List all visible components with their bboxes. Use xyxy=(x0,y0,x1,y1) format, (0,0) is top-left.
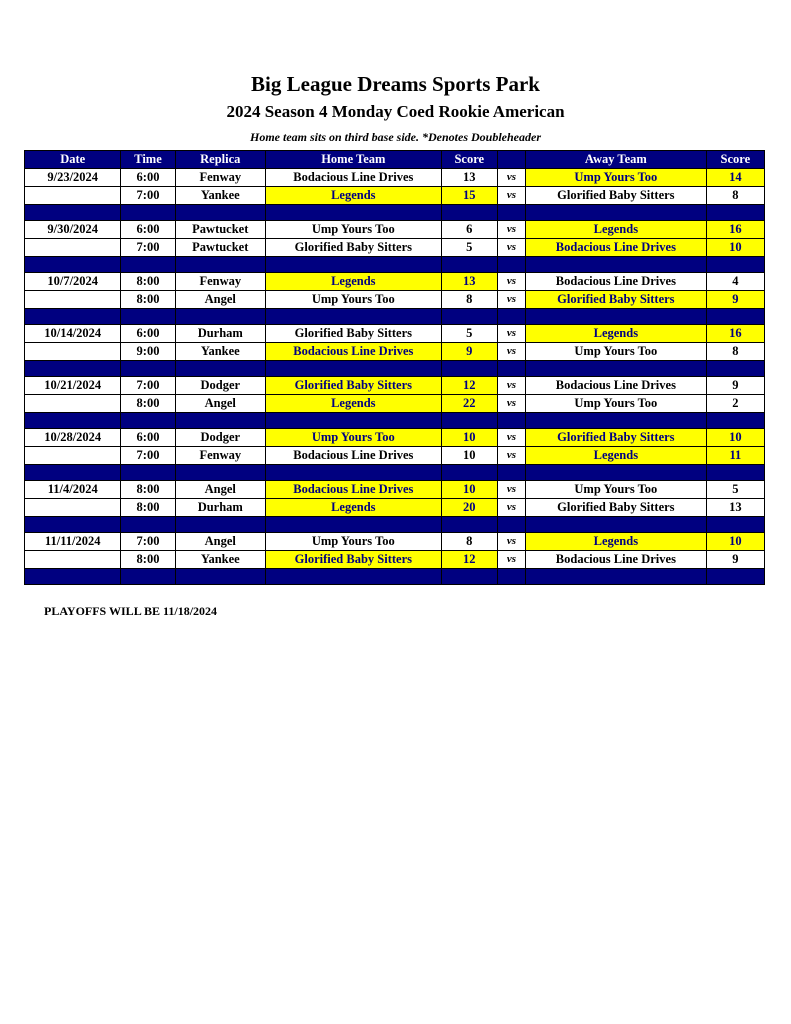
away-team: Bodacious Line Drives xyxy=(526,239,707,257)
away-score: 10 xyxy=(706,429,764,447)
separator-cell xyxy=(706,465,764,481)
game-field: Yankee xyxy=(175,343,265,361)
separator-cell xyxy=(121,205,175,221)
game-row xyxy=(25,533,765,551)
separator-cell xyxy=(706,309,764,325)
separator-cell xyxy=(706,205,764,221)
home-team: Bodacious Line Drives xyxy=(265,481,441,499)
separator-cell xyxy=(526,413,707,429)
playoffs-note: PLAYOFFS WILL BE 11/18/2024 xyxy=(44,604,218,618)
home-team: Glorified Baby Sitters xyxy=(265,239,441,257)
separator-cell xyxy=(497,465,525,481)
separator-cell xyxy=(526,361,707,377)
home-score: 20 xyxy=(441,499,497,517)
separator-cell xyxy=(265,309,441,325)
away-team: Legends xyxy=(526,325,707,343)
separator-cell xyxy=(25,309,121,325)
game-field: Dodger xyxy=(175,377,265,395)
game-date: 9/30/2024 xyxy=(25,221,121,239)
home-team: Legends xyxy=(265,395,441,413)
home-score: 10 xyxy=(441,481,497,499)
home-score: 22 xyxy=(441,395,497,413)
game-row xyxy=(25,429,765,447)
separator-cell xyxy=(121,257,175,273)
game-date xyxy=(25,499,121,517)
away-team: Ump Yours Too xyxy=(526,481,707,499)
separator-cell xyxy=(441,569,497,585)
game-field: Durham xyxy=(175,325,265,343)
away-score: 10 xyxy=(706,239,764,257)
separator-cell xyxy=(25,257,121,273)
col-home-team-header: Home Team xyxy=(265,151,441,169)
game-row xyxy=(25,291,765,309)
game-time: 7:00 xyxy=(121,377,175,395)
vs-label: vs xyxy=(497,343,525,361)
home-team: Glorified Baby Sitters xyxy=(265,551,441,569)
game-time: 7:00 xyxy=(121,187,175,205)
away-score: 5 xyxy=(706,481,764,499)
home-score: 15 xyxy=(441,187,497,205)
week-separator xyxy=(25,309,765,325)
separator-cell xyxy=(265,569,441,585)
game-row xyxy=(25,221,765,239)
separator-cell xyxy=(441,205,497,221)
game-date: 10/28/2024 xyxy=(25,429,121,447)
home-score: 13 xyxy=(441,273,497,291)
home-team: Legends xyxy=(265,499,441,517)
game-row xyxy=(25,343,765,361)
game-date xyxy=(25,239,121,257)
home-score: 12 xyxy=(441,551,497,569)
separator-cell xyxy=(25,361,121,377)
separator-cell xyxy=(265,205,441,221)
away-team: Ump Yours Too xyxy=(526,395,707,413)
game-field: Angel xyxy=(175,395,265,413)
game-row xyxy=(25,239,765,257)
separator-cell xyxy=(175,205,265,221)
away-team: Glorified Baby Sitters xyxy=(526,499,707,517)
home-score: 13 xyxy=(441,169,497,187)
home-score: 5 xyxy=(441,239,497,257)
home-team: Ump Yours Too xyxy=(265,221,441,239)
separator-cell xyxy=(121,309,175,325)
week-separator xyxy=(25,569,765,585)
vs-label: vs xyxy=(497,325,525,343)
separator-cell xyxy=(526,569,707,585)
game-date xyxy=(25,551,121,569)
separator-cell xyxy=(526,517,707,533)
separator-cell xyxy=(121,569,175,585)
home-team: Bodacious Line Drives xyxy=(265,447,441,465)
week-separator xyxy=(25,413,765,429)
game-field: Yankee xyxy=(175,551,265,569)
separator-cell xyxy=(706,569,764,585)
game-time: 8:00 xyxy=(121,273,175,291)
separator-cell xyxy=(497,517,525,533)
home-team: Ump Yours Too xyxy=(265,429,441,447)
col-time-header: Time xyxy=(121,151,175,169)
week-separator xyxy=(25,517,765,533)
game-date: 10/21/2024 xyxy=(25,377,121,395)
separator-cell xyxy=(497,569,525,585)
home-team: Glorified Baby Sitters xyxy=(265,377,441,395)
vs-label: vs xyxy=(497,533,525,551)
home-score: 10 xyxy=(441,447,497,465)
separator-cell xyxy=(25,413,121,429)
separator-cell xyxy=(175,257,265,273)
game-row xyxy=(25,481,765,499)
game-time: 6:00 xyxy=(121,325,175,343)
away-team: Legends xyxy=(526,447,707,465)
game-time: 7:00 xyxy=(121,447,175,465)
col-replica-header: Replica xyxy=(175,151,265,169)
page-subtitle: 2024 Season 4 Monday Coed Rookie American xyxy=(226,102,565,121)
game-row xyxy=(25,377,765,395)
separator-cell xyxy=(121,361,175,377)
away-score: 10 xyxy=(706,533,764,551)
game-time: 7:00 xyxy=(121,239,175,257)
separator-cell xyxy=(175,309,265,325)
away-team: Legends xyxy=(526,533,707,551)
separator-cell xyxy=(175,569,265,585)
away-score: 16 xyxy=(706,221,764,239)
home-score: 5 xyxy=(441,325,497,343)
separator-cell xyxy=(526,257,707,273)
vs-label: vs xyxy=(497,551,525,569)
home-score: 9 xyxy=(441,343,497,361)
separator-cell xyxy=(497,413,525,429)
separator-cell xyxy=(441,309,497,325)
game-date xyxy=(25,343,121,361)
separator-cell xyxy=(441,361,497,377)
separator-cell xyxy=(497,257,525,273)
game-field: Fenway xyxy=(175,273,265,291)
game-date xyxy=(25,447,121,465)
game-field: Yankee xyxy=(175,187,265,205)
page-title: Big League Dreams Sports Park xyxy=(251,72,540,96)
away-score: 13 xyxy=(706,499,764,517)
col-away-team-header: Away Team xyxy=(526,151,707,169)
game-row xyxy=(25,447,765,465)
game-date: 10/14/2024 xyxy=(25,325,121,343)
home-score: 8 xyxy=(441,291,497,309)
separator-cell xyxy=(121,517,175,533)
game-time: 8:00 xyxy=(121,395,175,413)
game-row xyxy=(25,551,765,569)
game-date xyxy=(25,187,121,205)
away-team: Glorified Baby Sitters xyxy=(526,187,707,205)
col-date-header: Date xyxy=(25,151,121,169)
game-row xyxy=(25,273,765,291)
away-team: Bodacious Line Drives xyxy=(526,377,707,395)
home-team: Bodacious Line Drives xyxy=(265,343,441,361)
week-separator xyxy=(25,257,765,273)
schedule-table xyxy=(24,150,765,585)
game-field: Fenway xyxy=(175,447,265,465)
home-score: 6 xyxy=(441,221,497,239)
away-score: 9 xyxy=(706,377,764,395)
game-date: 11/11/2024 xyxy=(25,533,121,551)
separator-cell xyxy=(265,257,441,273)
separator-cell xyxy=(25,569,121,585)
game-time: 8:00 xyxy=(121,291,175,309)
separator-cell xyxy=(25,517,121,533)
vs-label: vs xyxy=(497,481,525,499)
game-field: Angel xyxy=(175,481,265,499)
away-team: Glorified Baby Sitters xyxy=(526,429,707,447)
separator-cell xyxy=(441,517,497,533)
separator-cell xyxy=(265,517,441,533)
schedule-note: Home team sits on third base side. *Denotes Doubleheader xyxy=(250,130,541,144)
separator-cell xyxy=(706,257,764,273)
away-team: Bodacious Line Drives xyxy=(526,551,707,569)
separator-cell xyxy=(706,413,764,429)
away-score: 4 xyxy=(706,273,764,291)
away-score: 11 xyxy=(706,447,764,465)
separator-cell xyxy=(175,361,265,377)
game-date xyxy=(25,291,121,309)
away-score: 8 xyxy=(706,343,764,361)
game-date: 11/4/2024 xyxy=(25,481,121,499)
vs-label: vs xyxy=(497,169,525,187)
week-separator xyxy=(25,465,765,481)
game-time: 6:00 xyxy=(121,429,175,447)
separator-cell xyxy=(441,257,497,273)
game-field: Pawtucket xyxy=(175,239,265,257)
away-score: 2 xyxy=(706,395,764,413)
week-separator xyxy=(25,361,765,377)
separator-cell xyxy=(265,361,441,377)
away-team: Glorified Baby Sitters xyxy=(526,291,707,309)
vs-label: vs xyxy=(497,291,525,309)
separator-cell xyxy=(25,205,121,221)
game-time: 7:00 xyxy=(121,533,175,551)
away-score: 14 xyxy=(706,169,764,187)
vs-label: vs xyxy=(497,377,525,395)
separator-cell xyxy=(175,465,265,481)
home-team: Glorified Baby Sitters xyxy=(265,325,441,343)
separator-cell xyxy=(265,413,441,429)
home-team: Ump Yours Too xyxy=(265,291,441,309)
game-row xyxy=(25,169,765,187)
separator-cell xyxy=(441,413,497,429)
separator-cell xyxy=(497,361,525,377)
separator-cell xyxy=(497,205,525,221)
schedule-body xyxy=(25,169,765,585)
game-date: 10/7/2024 xyxy=(25,273,121,291)
separator-cell xyxy=(706,361,764,377)
vs-label: vs xyxy=(497,499,525,517)
game-field: Pawtucket xyxy=(175,221,265,239)
game-row xyxy=(25,325,765,343)
separator-cell xyxy=(497,309,525,325)
separator-cell xyxy=(526,465,707,481)
vs-label: vs xyxy=(497,187,525,205)
away-score: 9 xyxy=(706,551,764,569)
game-time: 8:00 xyxy=(121,551,175,569)
vs-label: vs xyxy=(497,221,525,239)
vs-label: vs xyxy=(497,239,525,257)
game-time: 6:00 xyxy=(121,221,175,239)
game-field: Durham xyxy=(175,499,265,517)
game-field: Dodger xyxy=(175,429,265,447)
away-team: Ump Yours Too xyxy=(526,343,707,361)
home-team: Ump Yours Too xyxy=(265,533,441,551)
separator-cell xyxy=(526,205,707,221)
separator-cell xyxy=(441,465,497,481)
col-away-score-header: Score xyxy=(706,151,764,169)
away-score: 16 xyxy=(706,325,764,343)
game-date: 9/23/2024 xyxy=(25,169,121,187)
col-home-score-header: Score xyxy=(441,151,497,169)
separator-cell xyxy=(25,465,121,481)
game-row xyxy=(25,395,765,413)
vs-label: vs xyxy=(497,395,525,413)
separator-cell xyxy=(526,309,707,325)
separator-cell xyxy=(121,413,175,429)
week-separator xyxy=(25,205,765,221)
vs-label: vs xyxy=(497,447,525,465)
away-score: 9 xyxy=(706,291,764,309)
vs-label: vs xyxy=(497,273,525,291)
separator-cell xyxy=(706,517,764,533)
home-score: 8 xyxy=(441,533,497,551)
home-team: Bodacious Line Drives xyxy=(265,169,441,187)
home-score: 12 xyxy=(441,377,497,395)
game-time: 9:00 xyxy=(121,343,175,361)
game-row xyxy=(25,187,765,205)
separator-cell xyxy=(175,517,265,533)
away-score: 8 xyxy=(706,187,764,205)
away-team: Bodacious Line Drives xyxy=(526,273,707,291)
vs-label: vs xyxy=(497,429,525,447)
game-row xyxy=(25,499,765,517)
col-vs-header xyxy=(497,151,525,169)
game-field: Angel xyxy=(175,291,265,309)
home-team: Legends xyxy=(265,273,441,291)
game-field: Fenway xyxy=(175,169,265,187)
game-field: Angel xyxy=(175,533,265,551)
away-team: Ump Yours Too xyxy=(526,169,707,187)
header-row xyxy=(25,151,765,169)
separator-cell xyxy=(265,465,441,481)
home-score: 10 xyxy=(441,429,497,447)
game-date xyxy=(25,395,121,413)
separator-cell xyxy=(121,465,175,481)
game-time: 8:00 xyxy=(121,481,175,499)
game-time: 6:00 xyxy=(121,169,175,187)
away-team: Legends xyxy=(526,221,707,239)
game-time: 8:00 xyxy=(121,499,175,517)
home-team: Legends xyxy=(265,187,441,205)
separator-cell xyxy=(175,413,265,429)
